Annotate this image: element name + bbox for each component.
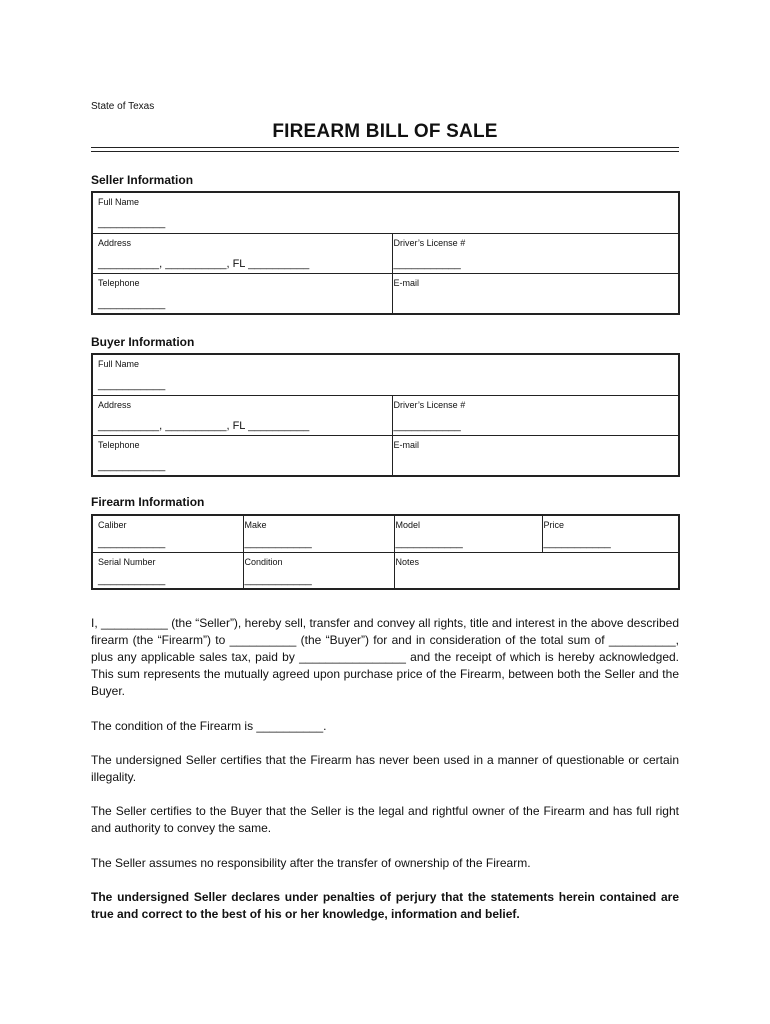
seller-license-value[interactable]: ___________ xyxy=(393,257,461,270)
make-value[interactable]: ___________ xyxy=(244,537,312,549)
title-rule-top xyxy=(91,147,679,148)
legality-paragraph: The undersigned Seller certifies that the Firearm has never been used in a manner of questionable or certain illegality. xyxy=(91,753,679,784)
sale-terms-paragraph: I, __________ (the “Seller”), hereby sell, transfer and convey all rights, title and interest in the above described firearm (the “Firearm”) to __________ (the “Buyer”) for and in consideration of the total sum of __________, plus any applicable sales tax, paid by ________________ and the receipt of which is hereby acknowledged. This sum represents the mutually agreed upon purchase price of the Firearm, between both the Seller and the Buyer. xyxy=(91,616,679,698)
firearm-table xyxy=(91,514,680,590)
buyer-address-value[interactable]: __________, __________, FL __________ xyxy=(98,419,310,432)
buyer-table xyxy=(91,353,680,477)
seller-full-name-field[interactable] xyxy=(92,192,679,233)
condition-value[interactable]: ___________ xyxy=(244,573,312,586)
title-rule-bottom xyxy=(91,151,679,152)
serial-number-value[interactable]: ___________ xyxy=(98,573,166,586)
buyer-license-label: Driver’s License # xyxy=(393,399,466,410)
firearm-section-heading: Firearm Information xyxy=(91,495,205,509)
serial-number-field[interactable] xyxy=(92,552,243,589)
seller-license-field[interactable] xyxy=(392,233,679,273)
caliber-value[interactable]: ___________ xyxy=(98,537,166,549)
caliber-field[interactable] xyxy=(92,515,243,552)
condition-paragraph: The condition of the Firearm is __________. xyxy=(91,719,327,733)
seller-email-label: E-mail xyxy=(393,277,420,288)
seller-address-field[interactable] xyxy=(92,233,392,273)
seller-telephone-label: Telephone xyxy=(98,277,140,288)
seller-address-label: Address xyxy=(98,237,132,248)
buyer-telephone-label: Telephone xyxy=(98,439,140,450)
model-value[interactable]: ___________ xyxy=(395,537,463,549)
buyer-email-field[interactable] xyxy=(392,435,679,476)
buyer-license-field[interactable] xyxy=(392,395,679,435)
page-title: FIREARM BILL OF SALE xyxy=(272,121,498,142)
price-value[interactable]: ___________ xyxy=(543,537,611,549)
seller-email-field[interactable] xyxy=(392,273,679,314)
serial-number-label: Serial Number xyxy=(98,556,156,567)
buyer-full-name-value[interactable]: ___________ xyxy=(98,379,166,391)
seller-section-heading: Seller Information xyxy=(91,173,194,187)
model-label: Model xyxy=(395,520,421,530)
buyer-full-name-field[interactable] xyxy=(92,354,679,395)
buyer-full-name-label: Full Name xyxy=(98,359,140,369)
make-field[interactable] xyxy=(243,515,394,552)
buyer-section-heading: Buyer Information xyxy=(91,335,195,349)
seller-full-name-label: Full Name xyxy=(98,197,140,207)
model-field[interactable] xyxy=(394,515,542,552)
buyer-telephone-field[interactable] xyxy=(92,435,392,476)
buyer-telephone-value[interactable]: ___________ xyxy=(98,459,166,472)
ownership-paragraph: The Seller certifies to the Buyer that the Seller is the legal and rightful owner of the Firearm and has full right and authority to convey the same. xyxy=(91,804,679,835)
seller-license-label: Driver’s License # xyxy=(393,237,466,248)
seller-telephone-field[interactable] xyxy=(92,273,392,314)
seller-table xyxy=(91,191,680,315)
buyer-address-label: Address xyxy=(98,399,132,410)
condition-field[interactable] xyxy=(243,552,394,589)
perjury-declaration: The undersigned Seller declares under penalties of perjury that the statements herein contained are true and correct to the best of his or her knowledge, information and belief. xyxy=(91,890,679,921)
caliber-label: Caliber xyxy=(98,520,127,530)
seller-full-name-value[interactable]: ___________ xyxy=(98,217,166,229)
notes-field[interactable] xyxy=(394,552,679,589)
buyer-email-label: E-mail xyxy=(393,439,420,450)
make-label: Make xyxy=(244,520,267,530)
condition-label: Condition xyxy=(244,556,283,567)
seller-address-value[interactable]: __________, __________, FL __________ xyxy=(98,257,310,270)
price-field[interactable] xyxy=(542,515,679,552)
seller-telephone-value[interactable]: ___________ xyxy=(98,297,166,310)
notes-label: Notes xyxy=(395,556,420,567)
price-label: Price xyxy=(543,520,565,530)
state-label: State of Texas xyxy=(91,101,155,112)
buyer-license-value[interactable]: ___________ xyxy=(393,419,461,432)
buyer-address-field[interactable] xyxy=(92,395,392,435)
liability-paragraph: The Seller assumes no responsibility after the transfer of ownership of the Firearm. xyxy=(91,856,531,870)
